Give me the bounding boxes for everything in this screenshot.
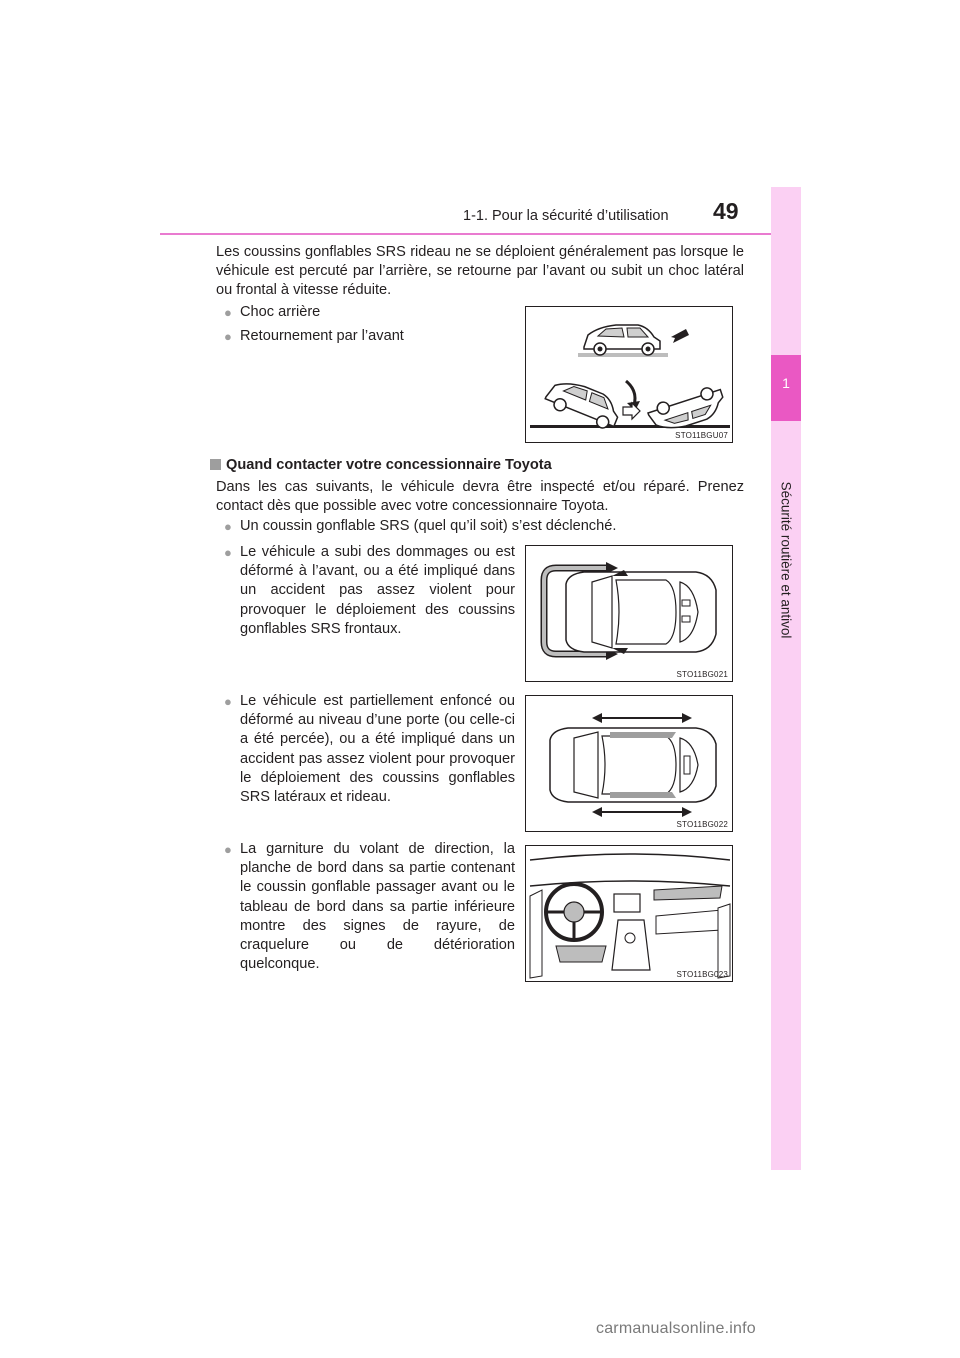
door-damage-illustration <box>526 696 734 833</box>
figure-code: STO11BGU07 <box>675 431 728 440</box>
bullet-dot: ● <box>224 519 232 534</box>
bullet-dot: ● <box>224 842 232 857</box>
intro-paragraph: Les coussins gonflables SRS rideau ne se déploient généralement pas lorsque le véhicule est percuté par l’arrière, se retourne par l’avant ou subit un choc latéral ou frontal à vitesse réduite. <box>216 244 744 299</box>
heading-marker <box>210 459 221 470</box>
bullet-dot: ● <box>224 329 232 344</box>
bullet-front-rollover: Retournement par l’avant <box>240 328 404 344</box>
rollover-illustration <box>526 307 734 444</box>
bullet-dashboard-damage: La garniture du volant de direction, la planche de bord dans sa partie contenant le coussin gonflable passager avant ou le tableau de bord dans sa partie inférieure montre des signes de rayure, de craquelure ou de détérioration quelconque. <box>240 841 515 973</box>
section-title: 1-1. Pour la sécurité d’utilisation <box>463 208 669 224</box>
bullet-airbag-deployed: Un coussin gonflable SRS (quel qu’il soit) s’est déclenché. <box>240 518 617 534</box>
bullet-dot: ● <box>224 545 232 560</box>
figure-dashboard <box>525 845 733 982</box>
bullet-dot: ● <box>224 305 232 320</box>
bullet-front-damage: Le véhicule a subi des dommages ou est déformé à l’avant, ou a été impliqué dans un accident pas assez violent pour provoquer le déploiement des coussins gonflables SRS frontaux. <box>240 544 515 637</box>
header-rule <box>160 233 800 235</box>
figure-code: STO11BG021 <box>676 670 728 679</box>
section-heading: Quand contacter votre concessionnaire Toyota <box>226 457 552 473</box>
figure-code: STO11BG022 <box>676 820 728 829</box>
side-tab <box>771 187 801 1170</box>
chapter-title: Sécurité routière et antivol <box>778 481 794 639</box>
chapter-number: 1 <box>782 375 790 391</box>
figure-code: STO11BG023 <box>676 970 728 979</box>
figure-rear-impact-rollover <box>525 306 733 443</box>
bullet-rear-impact: Choc arrière <box>240 304 321 320</box>
dashboard-illustration <box>526 846 734 983</box>
figure-door-damage <box>525 695 733 832</box>
figure-front-damage <box>525 545 733 682</box>
bullet-door-damage: Le véhicule est partiellement enfoncé ou déformé au niveau d’une porte (ou celle-ci a été percée), ou a été impliqué dans un accident pas assez violent pour provoquer le déploiement des coussins gonflables SRS latéraux et rideau. <box>240 693 515 806</box>
front-damage-illustration <box>526 546 734 683</box>
footer-watermark: carmanualsonline.info <box>596 1320 756 1337</box>
bullet-dot: ● <box>224 694 232 709</box>
page-number: 49 <box>713 198 739 224</box>
section-paragraph: Dans les cas suivants, le véhicule devra être inspecté et/ou réparé. Prenez contact dès que possible avec votre concessionnaire Toyota. <box>216 479 744 515</box>
